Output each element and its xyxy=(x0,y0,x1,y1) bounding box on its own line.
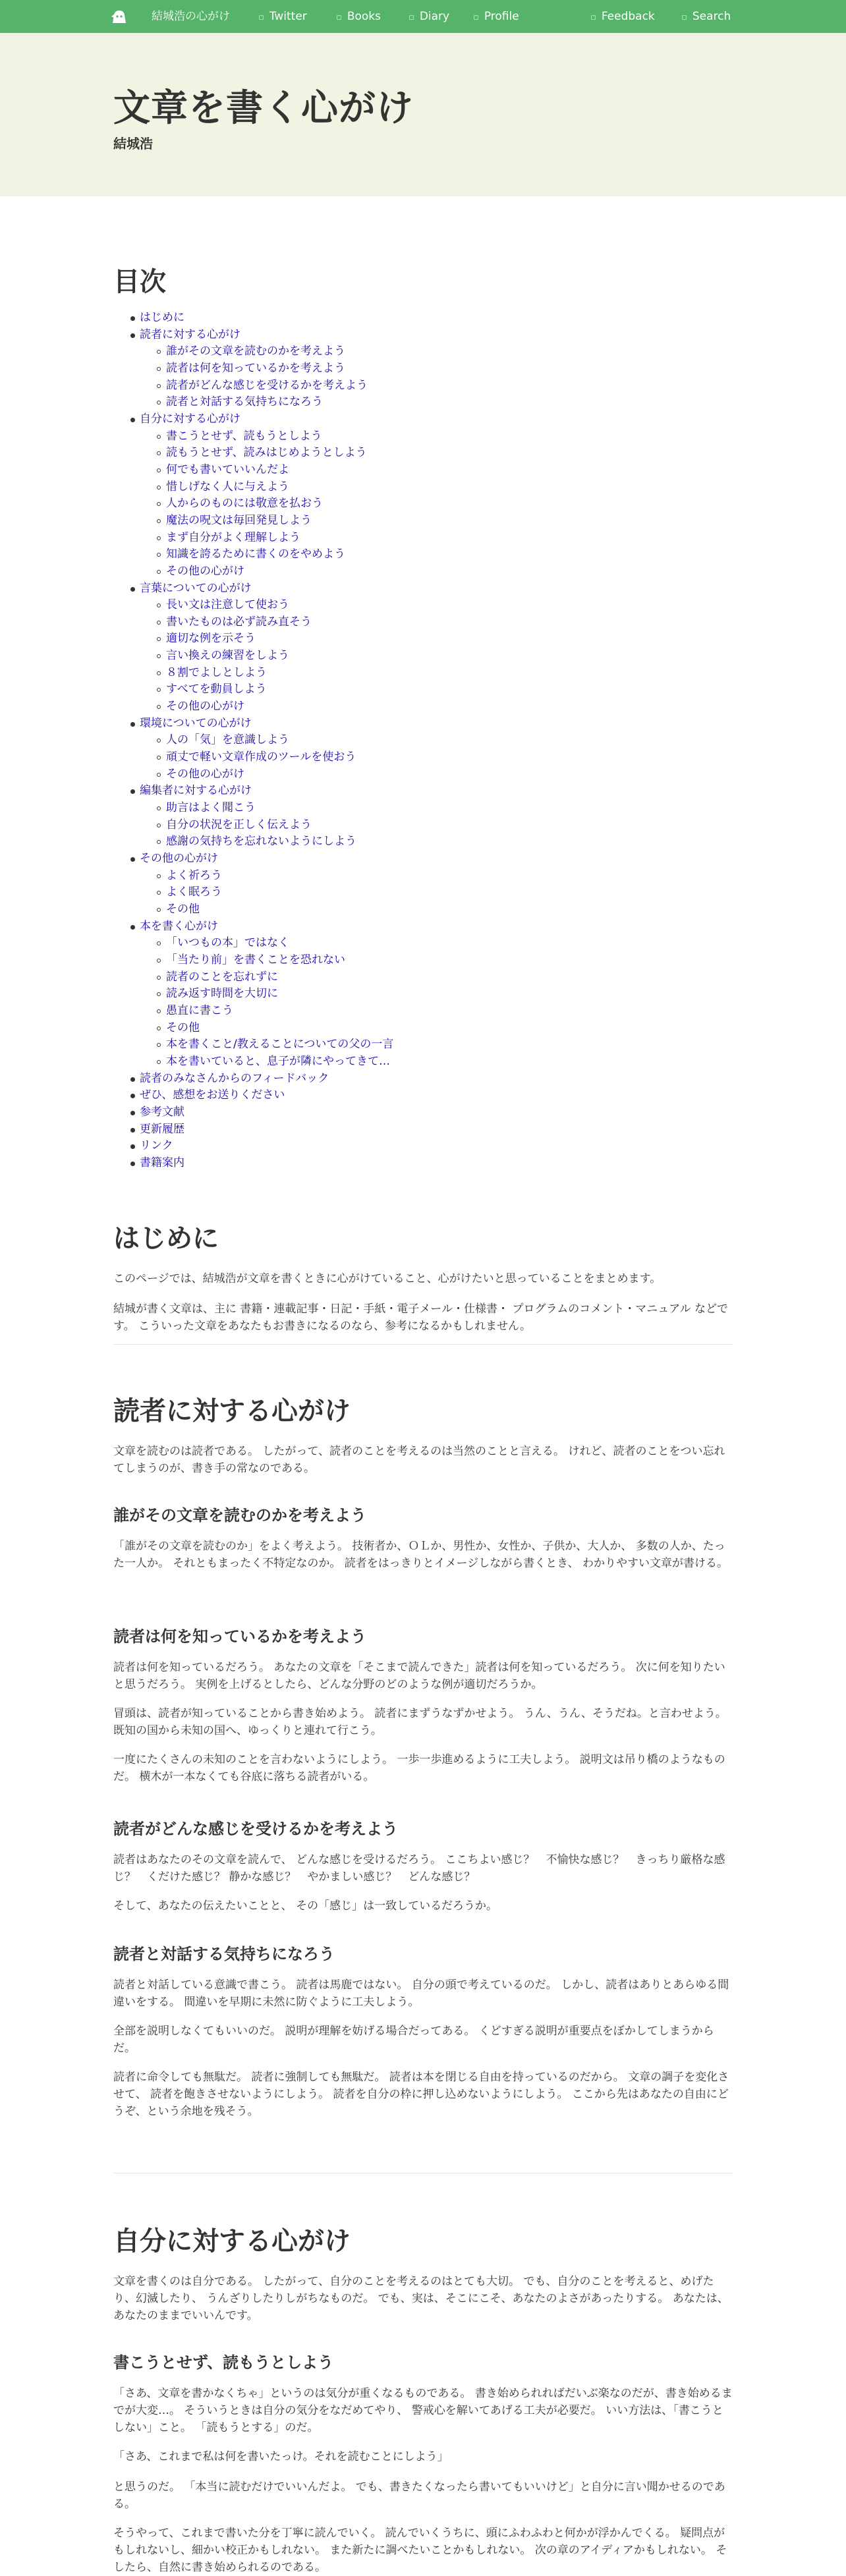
toc-subitem xyxy=(140,495,733,513)
toc-list xyxy=(113,310,733,1171)
toc-subitem xyxy=(140,614,733,631)
toc-sublink[interactable]: 書こうとせず、読もうとしよう xyxy=(166,429,322,443)
toc-sublink[interactable]: よく眠ろう xyxy=(166,885,222,899)
toc-sublink[interactable]: 感謝の気持ちを忘れないようにしよう xyxy=(166,835,356,849)
toc-link[interactable]: 読者に対する心がけ xyxy=(140,327,240,341)
toc-subitem xyxy=(140,394,733,411)
page-author: 結城浩 xyxy=(113,136,153,152)
section-self xyxy=(113,2220,733,2574)
toc-sublink[interactable]: 読者と対話する気持ちになろう xyxy=(166,395,323,409)
toc-item xyxy=(113,580,733,715)
toc-sublink[interactable]: よく祈ろう xyxy=(166,868,222,882)
toc-sublink[interactable]: ８割でよしとしよう xyxy=(166,665,267,679)
toc-sublink[interactable]: その他の心がけ xyxy=(166,564,244,578)
toc-subitem xyxy=(140,1020,733,1037)
toc-link[interactable]: ぜひ、感想をお送りください xyxy=(140,1088,285,1102)
toc-sublink[interactable]: 書いたものは必ず読み直そう xyxy=(166,615,312,629)
toc-sublink[interactable]: まず自分がよく理解しよう xyxy=(166,530,300,544)
toc-subitem xyxy=(140,479,733,496)
search-icon: ▫ xyxy=(681,13,687,22)
subsection-heading: 読者がどんな感じを受けるかを考えよう xyxy=(113,1820,398,1838)
section-heading: はじめに xyxy=(113,1223,219,1254)
toc-item xyxy=(113,1121,733,1138)
toc-subitem xyxy=(140,749,733,766)
toc-link[interactable]: 読者のみなさんからのフィードバック xyxy=(140,1071,329,1085)
toc-subitem xyxy=(140,969,733,986)
toc-subitem xyxy=(140,462,733,479)
toc-subitem xyxy=(140,681,733,698)
toc-subitem xyxy=(140,648,733,665)
toc-link[interactable]: リンク xyxy=(140,1139,173,1153)
toc-sublink[interactable]: 魔法の呪文は毎回発見しよう xyxy=(166,513,312,527)
toc-item xyxy=(113,411,733,580)
toc-link[interactable]: 更新履歴 xyxy=(140,1122,184,1136)
site-logo-icon[interactable] xyxy=(111,9,128,24)
nav-diary[interactable]: ▫ Diary xyxy=(409,10,450,23)
toc-subitem xyxy=(140,817,733,834)
toc-heading: 目次 xyxy=(113,267,166,297)
toc-subitem xyxy=(140,1036,733,1053)
paragraph: そうやって、これまで書いた分を丁寧に読んでいく。 読んでいくうちに、頭にふわふわと何かが浮かんでくる。 疑問点がもしれないし、細かい校正かもしれない。 また新たに調べたいことかもしれない。 次の章のアイディアかもしれない。 そしたら、自然に書き始められるのである。 xyxy=(113,2527,727,2574)
toc-sublink[interactable]: 読者がどんな感じを受けるかを考えよう xyxy=(166,378,368,392)
paragraph: 文章を書くのは自分である。 したがって、自分のことを考えるのはとても大切。 でも、自分のことを考えると、めげたり、幻滅したり、 うんざりしたりしがちなものだ。 でも、実は、そこにこそ、あなたのよさがあったりする。 あなたは、あなたのままでいいんです。 xyxy=(113,2275,729,2322)
toc-sublink[interactable]: 読み返す時間を大切に xyxy=(166,987,278,1001)
toc-item xyxy=(113,1071,733,1088)
paragraph: 「さあ、これまで私は何を書いたっけ。それを読むことにしよう」 xyxy=(113,2450,449,2463)
toc-link[interactable]: その他の心がけ xyxy=(140,852,218,865)
toc-sublink[interactable]: 言い換えの練習をしよう xyxy=(166,649,289,663)
toc-subitem xyxy=(140,513,733,530)
toc-subitem xyxy=(140,1053,733,1071)
toc-sublink[interactable]: 何でも書いていいんだよ xyxy=(166,462,289,476)
toc-sublink[interactable]: 適切な例を示そう xyxy=(166,632,256,646)
toc-link[interactable]: 参考文献 xyxy=(140,1105,184,1119)
paragraph: 「さあ、文章を書かなくちゃ」というのは気分が重くなるものである。 書き始められればだいぶ楽なのだが、書き始めるまでが大変…。 そういうときは自分の気分をなだめてやり、 警戒心を解いてあげる工夫が必要だ。 いい方法は、「書こうとしない」こと。 「読もうとする」のだ。 xyxy=(113,2387,733,2434)
toc-subitem xyxy=(140,630,733,648)
toc-item xyxy=(113,1138,733,1155)
section-reader xyxy=(113,1390,733,2118)
toc-sublink[interactable]: その他の心がけ xyxy=(166,767,244,781)
toc-subitem xyxy=(140,901,733,918)
toc-subitem xyxy=(140,665,733,682)
toc-link[interactable]: 環境についての心がけ xyxy=(140,716,252,730)
toc-sublist xyxy=(140,868,733,918)
toc-sublist xyxy=(140,732,733,783)
toc-sublist xyxy=(140,343,733,411)
toc-sublink[interactable]: 自分の状況を正しく伝えよう xyxy=(166,818,312,831)
toc-sublink[interactable]: すべてを動員しよう xyxy=(166,683,267,696)
nav-feedback[interactable]: ▫ Feedback xyxy=(590,10,655,23)
toc-sublink[interactable]: 人からのものには敬意を払おう xyxy=(166,497,323,511)
toc-sublink[interactable]: 知識を誇るために書くのをやめよう xyxy=(166,547,345,561)
toc-item xyxy=(113,310,733,327)
toc-sublist xyxy=(140,428,733,580)
divider xyxy=(113,1344,733,1345)
toc-sublink[interactable]: 本を書くこと/教えることについての父の一言 xyxy=(166,1038,394,1051)
paragraph: そして、あなたの伝えたいことと、 その「感じ」は一致しているだろうか。 xyxy=(113,1899,498,1913)
section-heading: 読者に対する心がけ xyxy=(113,1396,351,1426)
toc-sublink[interactable]: 長い文は注意して使おう xyxy=(166,598,289,612)
toc-subitem xyxy=(140,530,733,547)
toc-sublink[interactable]: 「いつもの本」ではなく xyxy=(166,936,289,950)
toc-subitem xyxy=(140,698,733,715)
nav-books[interactable]: ▫ Books xyxy=(336,10,381,23)
paragraph: 一度にたくさんの未知のことを言わないようにしよう。 一歩一歩進めるように工夫しよう。 説明文は吊り橋のようなものだ。 横木が一本なくても谷底に落ちる読者がいる。 xyxy=(113,1753,725,1783)
paragraph: 読者に命令しても無駄だ。 読者に強制しても無駄だ。 読者は本を閉じる自由を持っているのだから。 文章の調子を変化させて、 読者を飽きさせないようにしよう。 読者を自分の枠に押し込めないようにしよう。 ここから先はあなたの自由にどうぞ、という余地を残そう。 xyxy=(113,2071,729,2118)
toc-item xyxy=(113,783,733,851)
toc-sublink[interactable]: 本を書いていると、息子が隣にやってきて… xyxy=(166,1054,390,1068)
toc-subitem xyxy=(140,935,733,952)
toc-subitem xyxy=(140,360,733,378)
toc-subitem xyxy=(140,378,733,395)
toc-subitem xyxy=(140,445,733,462)
toc-item xyxy=(113,327,733,411)
toc-subitem xyxy=(140,546,733,563)
paragraph: 読者と対話している意識で書こう。 読者は馬鹿ではない。 自分の頭で考えているのだ。 しかし、読者はありとあらゆる間違いをする。 間違いを早期に未然に防ぐように工夫しよう。 xyxy=(113,1978,729,2009)
toc-sublink[interactable]: 頑丈で軽い文章作成のツールを使おう xyxy=(166,750,356,764)
site-title-link[interactable]: 結城浩の心がけ xyxy=(152,10,230,23)
subsection-heading: 書こうとせず、読もうとしよう xyxy=(113,2353,334,2372)
toc-item xyxy=(113,715,733,783)
table-of-contents xyxy=(113,310,733,1171)
diary-icon: ▫ xyxy=(409,13,414,22)
paragraph: と思うのだ。 「本当に読むだけでいいんだよ。 でも、書きたくなったら書いてもいいけど」と自分に言い聞かせるのである。 xyxy=(113,2480,725,2511)
paragraph: 結城が書く文章は、主に 書籍・連載記事・日記・手紙・電子メール・仕様書・ プログラムのコメント・マニュアル などです。 こういった文章をあなたもお書きになるのなら、参考になるかもしれません。 xyxy=(113,1302,729,1333)
toc-sublist xyxy=(140,800,733,851)
paragraph: 読者は何を知っているだろう。 あなたの文章を「そこまで読んできた」読者は何を知っているだろう。 次に何を知りたいと思うだろう。 実例を上げるとしたら、どんな分野のどのような例が適切だろうか。 xyxy=(113,1661,725,1691)
nav-profile[interactable]: ▫ Profile xyxy=(473,10,519,23)
toc-item xyxy=(113,1155,733,1172)
toc-sublink[interactable]: 惜しげなく人に与えよう xyxy=(166,480,289,493)
toc-subitem xyxy=(140,1003,733,1020)
book-icon: ▫ xyxy=(336,13,342,22)
feedback-icon: ▫ xyxy=(590,13,596,22)
toc-item xyxy=(113,1087,733,1104)
toc-subitem xyxy=(140,868,733,885)
toc-sublink[interactable]: 読もうとせず、読みはじめようとしよう xyxy=(166,446,367,460)
toc-subitem xyxy=(140,766,733,783)
toc-sublink[interactable]: 愚直に書こう xyxy=(166,1003,233,1017)
paragraph: 冒頭は、読者が知っていることから書き始めよう。 読者にまずうなずかせよう。 うん、うん、そうだね。と言わせよう。 既知の国から未知の国へ、ゆっくりと連れて行こう。 xyxy=(113,1707,727,1737)
toc-sublink[interactable]: 助言はよく聞こう xyxy=(166,801,256,815)
section-intro xyxy=(113,1218,733,1333)
profile-icon: ▫ xyxy=(473,13,479,22)
top-nav xyxy=(0,0,846,33)
toc-link[interactable]: 書籍案内 xyxy=(140,1156,184,1169)
toc-sublink[interactable]: 人の「気」を意識しよう xyxy=(166,733,289,747)
paragraph: 「誰がその文章を読むのか」をよく考えよう。 技術者か、ＯＬか、男性か、女性か、子供か、大人か、 多数の人か、たった一人か。 それともまったく不特定なのか。 読者をはっきりとイメージしながら書くとき、 わかりやすい文章が書ける。 xyxy=(113,1540,729,1570)
toc-link[interactable]: はじめに xyxy=(140,311,184,324)
subsection-heading: 読者は何を知っているかを考えよう xyxy=(113,1627,366,1646)
toc-sublink[interactable]: その他 xyxy=(166,902,200,916)
toc-link[interactable]: 編集者に対する心がけ xyxy=(140,784,252,798)
toc-sublink[interactable]: その他の心がけ xyxy=(166,700,244,714)
toc-sublink[interactable]: 読者は何を知っているかを考えよう xyxy=(166,361,345,375)
toc-subitem xyxy=(140,597,733,614)
toc-link[interactable]: 自分に対する心がけ xyxy=(140,412,240,426)
toc-subitem xyxy=(140,428,733,445)
page-header xyxy=(0,33,846,196)
paragraph: 文章を読むのは読者である。 したがって、読者のことを考えるのは当然のことと言える。 けれど、読者のことをつい忘れてしまうのが、書き手の常なのである。 xyxy=(113,1445,725,1475)
toc-sublist xyxy=(140,935,733,1070)
paragraph: このページでは、結城浩が文章を書くときに心がけていること、心がけたいと思っていることをまとめます。 xyxy=(113,1272,662,1285)
paragraph: 読者はあなたのその文章を読んで、 どんな感じを受けるだろう。 ここちよい感じ？ 不愉快な感じ？ きっちり厳格な感じ？ くだけた感じ？ 静かな感じ？ やかましい感じ？ どんな感じ？ xyxy=(113,1853,725,1884)
toc-subitem xyxy=(140,986,733,1003)
toc-sublink[interactable]: 「当たり前」を書くことを恐れない xyxy=(166,953,345,966)
section-heading: 自分に対する心がけ xyxy=(113,2226,351,2256)
toc-link[interactable]: 言葉についての心がけ xyxy=(140,581,252,595)
toc-sublink[interactable]: その他 xyxy=(166,1021,200,1034)
toc-subitem xyxy=(140,800,733,817)
subsection-heading: 読者と対話する気持ちになろう xyxy=(113,1945,335,1963)
toc-subitem xyxy=(140,884,733,901)
toc-item xyxy=(113,1104,733,1121)
toc-subitem xyxy=(140,343,733,360)
toc-subitem xyxy=(140,732,733,749)
toc-sublist xyxy=(140,597,733,715)
toc-sublink[interactable]: 読者のことを忘れずに xyxy=(166,970,278,984)
twitter-icon: ▫ xyxy=(258,13,264,22)
toc-subitem xyxy=(140,952,733,969)
subsection-heading: 誰がその文章を読むのかを考えよう xyxy=(113,1506,366,1525)
paragraph: 全部を説明しなくてもいいのだ。 説明が理解を妨げる場合だってある。 くどすぎる説明が重要点をぼかしてしまうからだ。 xyxy=(113,2025,714,2055)
toc-item xyxy=(113,851,733,918)
page-title: 文章を書く心がけ xyxy=(113,87,414,130)
toc-item xyxy=(113,918,733,1071)
toc-link[interactable]: 本を書く心がけ xyxy=(140,919,218,933)
nav-twitter[interactable]: ▫ Twitter xyxy=(258,10,307,23)
toc-subitem xyxy=(140,833,733,851)
toc-subitem xyxy=(140,563,733,580)
nav-search[interactable]: ▫ Search xyxy=(681,10,731,23)
toc-sublink[interactable]: 誰がその文章を読むのかを考えよう xyxy=(166,345,345,358)
